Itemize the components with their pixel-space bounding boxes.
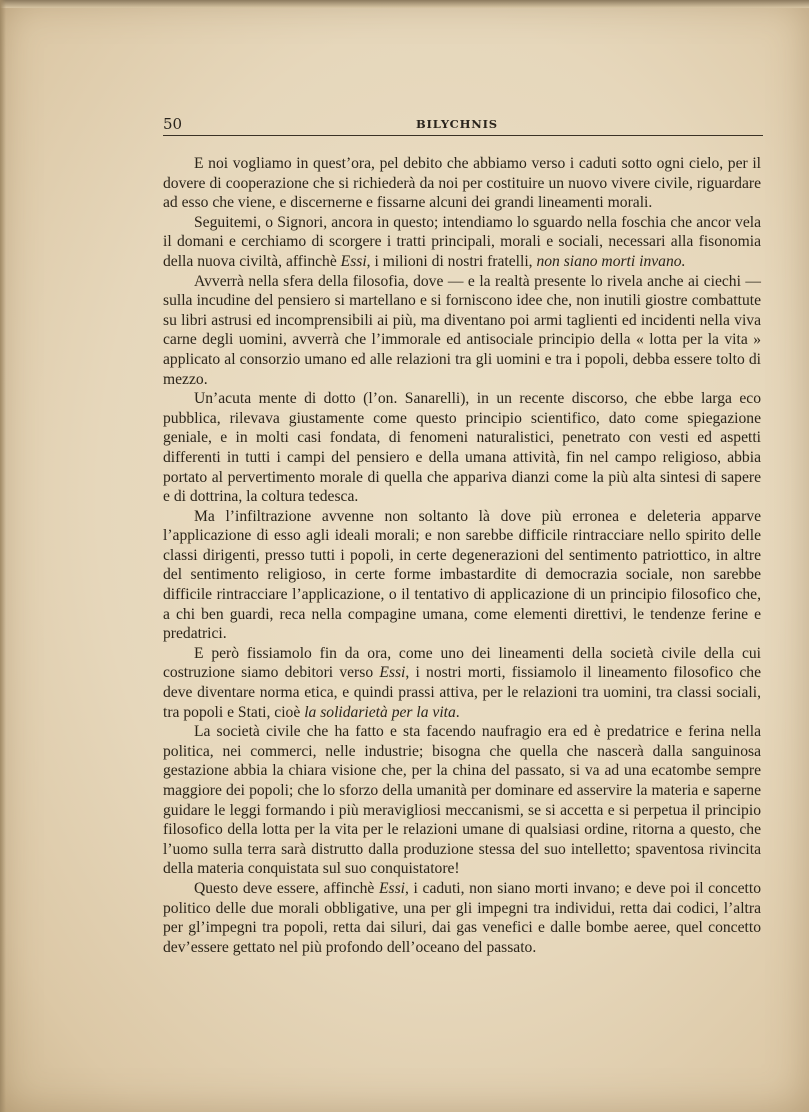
italic-text: la solidarietà per la vita xyxy=(304,703,456,721)
italic-text: Essi xyxy=(340,252,367,270)
italic-text: non siano morti invano. xyxy=(536,252,686,270)
italic-text: Essi xyxy=(379,664,406,682)
running-head: BILYCHNIS xyxy=(416,117,498,131)
paragraph xyxy=(163,154,761,213)
text-run: , i nostri morti, fissiamolo il lineamento filosofico che deve diventare norma etica, e quindi prassi attiva, per le relazioni tra uomini, tra classi sociali, tra popoli e Stati, cioè xyxy=(163,664,761,721)
page-top-edge xyxy=(0,0,809,8)
italic-text: Essi xyxy=(379,879,405,897)
paragraph xyxy=(163,272,761,390)
text-run: Questo deve essere, affinchè xyxy=(194,879,379,897)
paragraph xyxy=(163,389,761,507)
header-rule xyxy=(163,135,763,136)
page-number: 50 xyxy=(163,115,183,133)
text-run: E noi vogliamo in quest’ora, pel debito che abbiamo verso i caduti sotto ogni cielo, per il dovere di cooperazione che si richiederà da noi per costituire un nuovo vivere civile, riguardare ad esso che viene, e discernerne e fissarne alcuni dei grandi lineamenti morali. xyxy=(163,155,761,212)
paragraph xyxy=(163,644,761,722)
text-run: Un’acuta mente di dotto (l’on. Sanarelli), in un recente discorso, che ebbe larga eco pubblica, rilevava giustamente come questo principio scientifico, dato come spiegazione geniale, e in molti casi fondata, di fenomeni naturalistici, penetrato con vesti ed aspetti differenti in tutti i campi del pensiero e della umana attività, fin nel campo religioso, abbia portato al pervertimento morale di quella che appariva dianzi come la più alta sintesi di sapere e di dottrina, la coltura tedesca. xyxy=(163,390,761,506)
text-run: La società civile che ha fatto e sta facendo naufragio era ed è predatrice e ferina nella politica, nei commerci, nelle industrie; bisogna che quella che nascerà dalla sanguinosa gestazione abbia la chiara visione che, per la china del passato, si va ad una ecatombe sempre maggiore dei popoli; che lo sforzo della umanità per dominare ed asservire la materia e saperne guidare le leggi formando i più meravigliosi meccanismi, se si accetta e si perpetua il principio filosofico della lotta per la vita per le relazioni umane di qualsiasi ordine, ritorna a questo, che l’uomo sulla terra sarà distrutto dalla produzione stessa del suo intelletto; spaventosa rivincita della materia conquistata sul suo conquistatore! xyxy=(163,723,761,878)
paragraph xyxy=(163,722,761,879)
paragraph xyxy=(163,507,761,644)
text-run: Avverrà nella sfera della filosofia, dove — e la realtà presente lo rivela anche ai ciechi — sulla incudine del pensiero si martellano e si forniscono idee che, non inutili giostre combattute su libri astrusi ed incomprensibili ai più, ma diventano poi armi taglienti ed incidenti nella viva carne degli uomini, avverrà che l’immorale ed antisociale principio della « lotta per la vita » applicato al consorzio umano ed alle relazioni tra gli uomini e tra i popoli, debba essere tolto di mezzo. xyxy=(163,272,761,388)
text-run: , i milioni di nostri fratelli, xyxy=(366,252,537,270)
text-run: Ma l’infiltrazione avvenne non soltanto là dove più erronea e deleteria apparve l’applicazione di esso agli ideali morali; e non sarebbe difficile rintracciare nello spirito delle classi dirigenti, presso tutti i popoli, in certe degenerazioni del sentimento patriottico, in altre del sentimento religioso, in certe forme imbastardite di democrazia sociale, non sarebbe difficile rintracciare l’applicazione, o il tentativo di applicazione di un principio filosofico che, a chi ben guardi, reca nella compagine umana, come elementi direttivi, le tendenze ferine e predatrici. xyxy=(163,507,761,643)
text-run: Seguitemi, o Signori, ancora in questo; intendiamo lo sguardo nella foschia che ancor vela il domani e cerchiamo di scorgere i tratti principali, morali e sociali, necessari alla fisonomia della nuova civiltà, affinchè xyxy=(163,213,761,270)
article-body xyxy=(163,154,761,957)
text-run: , i caduti, non siano morti invano; e deve poi il concetto politico delle due morali obbligative, una per gli impegni tra individui, retta dai codici, l’altra per gl’impegni tra popoli, retta dai siluri, dai gas venefici e dalle bombe aeree, quel concetto dev’essere gettato nel più profondo dell’oceano del passato. xyxy=(163,879,761,956)
text-run: . xyxy=(455,703,460,721)
text-run: E però fissiamolo fin da ora, come uno dei lineamenti della società civile della cui costruzione siamo debitori verso xyxy=(163,644,761,682)
page-header xyxy=(163,112,763,134)
paragraph xyxy=(163,213,761,272)
paragraph xyxy=(163,879,761,957)
page-left-edge xyxy=(0,0,6,1112)
